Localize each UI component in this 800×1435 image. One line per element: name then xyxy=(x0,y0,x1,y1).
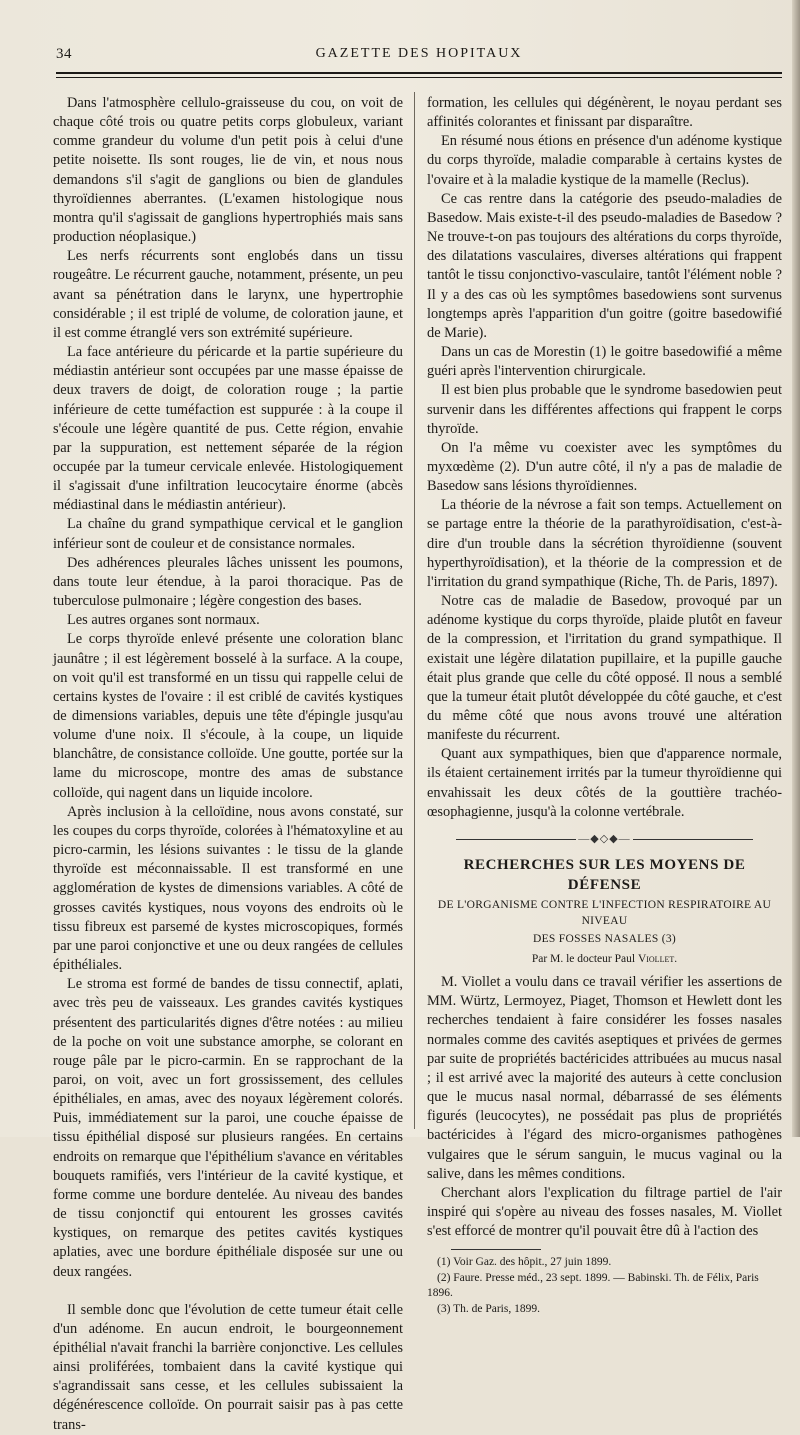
ornament-rule xyxy=(633,839,753,840)
right-paragraph: En résumé nous étions en présence d'un adénome kystique du corps thyroïde, maladie comparable à certains kystes de l'ovaire et à la maladie kystique de la mamelle (Reclus). xyxy=(427,133,782,188)
journal-title: GAZETTE DES HOPITAUX xyxy=(315,46,523,61)
left-paragraph: Les autres organes sont normaux. xyxy=(67,612,260,629)
right-paragraph: Quant aux sympathiques, bien que d'apparence normale, ils étaient certainement irrités par la tumeur thyroïdienne qui envahissait les deux côtés de la gouttière trachéo-œsophagienne, jusqu'à la colonne vertébrale. xyxy=(427,746,782,820)
section-paragraph: M. Viollet a voulu dans ce travail vérifier les assertions de MM. Würtz, Lermoyez, Piaget, Thomson et Hewlett dont les recherches tendaient à faire considérer les fosses nasales normales comme des cavités aseptiques et privées de germes par suite de propriétés bactéricides attribuées au mucus nasal ; il est arrivé avec la majorité des auteurs à cette conclusion que le mucus nasal normal, débarrassé de ses éléments figurés (leucocytes), ne possédait pas plus de propriétés bactéricides à l'égard des micro-organismes pathogènes vulgaires que le sérum sanguin, le mucus vaginal ou la salive, dans les mêmes conditions. xyxy=(427,974,782,1182)
right-paragraph: Notre cas de maladie de Basedow, provoqué par un adénome kystique du corps thyroïde, plaide plutôt en faveur de la compression, et l'irritation du grand sympathique. Il existait une légère dilatation pupillaire, et la pupille gauche était plus grande que celle du côté opposé. Il nous a semblé que la tumeur était plutôt développée du côté gauche, et c'est du même côté que nous avons trouvé une altération manifeste du récurrent. xyxy=(427,593,782,744)
footnote: (3) Th. de Paris, 1899. xyxy=(437,1302,540,1315)
header-rule xyxy=(56,72,782,78)
right-paragraph: formation, les cellules qui dégénèrent, le noyau perdant ses affinités colorantes et finissant par disparaître. xyxy=(427,95,782,131)
page-number: 34 xyxy=(56,46,72,62)
footnotes xyxy=(427,1255,782,1317)
left-paragraph: Les nerfs récurrents sont englobés dans un tissu rougeâtre. Le récurrent gauche, notamment, présente, un peu avant sa pénétration dans le larynx, une hypertrophie considérable ; il est triplé de volume, de coloration jaune, et il est comme étranglé vers son extrémité supérieure. xyxy=(53,248,403,341)
left-paragraph: La chaîne du grand sympathique cervical et le ganglion inférieur sont de couleur et de consistance normales. xyxy=(53,516,403,552)
ornament-rule xyxy=(456,839,576,840)
section-ornament xyxy=(427,830,782,849)
footnote-rule xyxy=(451,1249,541,1250)
left-paragraph: Le stroma est formé de bandes de tissu connectif, aplati, avec très peu de vaisseaux. Les grandes cavités kystiques présentent des particularités dignes d'être notées : au milieu de la poche on voit une substance amorphe, se colorant en rouge pâle par le picro-carmin. En se rapprochant de la paroi, on voit, avec un fort grossissement, des cellules épithéliales, en amas, avec des noyaux légèrement colorés. Puis, immédiatement sur la paroi, une couche épaisse de tissu épithélial disposé sur plusieurs rangées. En certains endroits on remarque que l'épithélium s'avance en véritables bouquets ramifiés, vers l'intérieur de la cavité kystique, et forme comme une bordure dentelée. Au niveau des bandes de tissu conjonctif qui entourent les grosses cavités kystiques, on remarque des petites cavités kystiques aplaties, avec une bordure épithéliale disposée sur une ou deux rangées. xyxy=(53,976,403,1280)
section-subtitle-line1: DE L'ORGANISME CONTRE L'INFECTION RESPIRATOIRE AU NIVEAU xyxy=(437,899,772,928)
right-paragraph: Ce cas rentre dans la catégorie des pseudo-maladies de Basedow. Mais existe-t-il des pseudo-maladies de Basedow ? Ne trouve-t-on pas toujours des altérations du corps thyroïde, des dilatations vasculaires, diverses altérations qui frappent tantôt le tissu conjonctivo-vasculaire, tantôt l'élément noble ? Il y a des cas où les symptômes basedowiens sont survenus longtemps après l'apparition d'un goitre (goitre basedowifié de Marie). xyxy=(427,190,782,341)
left-column xyxy=(53,94,403,1435)
page-header xyxy=(56,46,782,66)
left-paragraph: Des adhérences pleurales lâches unissent les poumons, dans toute leur étendue, à la paroi thoracique. Pas de tuberculose pulmonaire ; légère congestion des bases. xyxy=(53,554,403,610)
right-paragraph: Dans un cas de Morestin (1) le goitre basedowifié a même guéri après l'intervention chirurgicale. xyxy=(427,344,782,380)
right-paragraph: On l'a même vu coexister avec les symptômes du myxœdème (2). D'un autre côté, il n'y a pas de maladie de Basedow sans lésions thyroïdiennes. xyxy=(427,439,782,495)
ornament-glyph: —◆◇◆— xyxy=(578,832,631,845)
byline-author: Viollet. xyxy=(637,953,678,966)
left-paragraph: Dans l'atmosphère cellulo-graisseuse du cou, on voit de chaque côté trois ou quatre petits corps globuleux, variant comme grandeur du volume d'un petit pois à celui d'une petite noisette. Ils sont rouges, lie de vin, et nous nous demandons s'il s'agit de ganglions ou bien de glandules thyroïdiennes aberrantes. (L'examen histologique nous montra qu'il s'agissait de ganglions hypertrophiés mais sans production néoplasique.) xyxy=(53,95,403,246)
footnote: (1) Voir Gaz. des hôpit., 27 juin 1899. xyxy=(437,1256,612,1269)
page-binding-edge xyxy=(792,0,800,1137)
section-paragraph: Cherchant alors l'explication du filtrage partiel de l'air inspiré qui s'opère au niveau des fosses nasales, M. Viollet s'est efforcé de montrer qu'il pouvait être dû à l'action des xyxy=(427,1184,782,1240)
right-paragraph: La théorie de la névrose a fait son temps. Actuellement on se partage entre la théorie de la parathyroïdisation, c'est-à-dire d'un trouble dans la sécrétion thyroïdienne (souvent hyperthyroïdisation), et la théorie de la compression et de l'irritation du grand sympathique (Riche, Th. de Paris, 1897). xyxy=(427,497,782,590)
footnote: (2) Faure. Presse méd., 23 sept. 1899. — Babinski. Th. de Félix, Paris 1896. xyxy=(427,1271,759,1300)
left-paragraph: Après inclusion à la celloïdine, nous avons constaté, sur les coupes du corps thyroïde, colorées à l'hématoxyline et au picro-carmin, les lésions suivantes : le tissu de la glande thyroïde est méconnaissable. Il est transformé en une agglomération de kystes de dimensions variables. A côté de grosses cavités kystiques, nous voyons des endroits où le tissu fibreux est parsemé de kystes microscopiques, formés par une paroi conjonctive et une ou deux rangées de cellules épithéliales. xyxy=(53,803,403,974)
column-divider xyxy=(414,92,415,1129)
left-paragraph: Le corps thyroïde enlevé présente une coloration blanc jaunâtre ; il est légèrement bosselé à la surface. A la coupe, on voit qu'il est transformé en un tissu qui rappelle celui de certains kystes de l'ovaire : il est criblé de cavités kystiques de dimensions variables, depuis une tête d'épingle jusqu'au volume d'une noix. Il s'écoule, à la coupe, un liquide blanchâtre, de consistance colloïde. Une goutte, portée sur la lame du microscope, montre des amas de substance colloïde, qui nagent dans un liquide incolore. xyxy=(53,631,403,801)
byline-prefix: Par M. le docteur Paul xyxy=(531,953,638,966)
section-byline xyxy=(427,951,782,967)
left-paragraph: La face antérieure du péricarde et la partie supérieure du médiastin antérieur sont occupées par une masse épaisse de deux travers de doigt, de coloration rouge ; la partie inférieure de cette tuméfaction est suppurée : à la coupe il s'écoule une légère quantité de pus. Cette région, envahie par la suppuration, est nettement séparée de la région occupée par la tumeur cervicale enlevée. Histologiquement il s'agissait d'une infiltration leucocytaire énorme (abcès médiastinal dans le médiastin antérieur). xyxy=(53,344,403,514)
left-paragraph: Il semble donc que l'évolution de cette tumeur était celle d'un adénome. En aucun endroit, le bourgeonnement épithélial n'avait franchi la barrière conjonctive. Les cellules ainsi proliférées, tombaient dans la cavité kystique qui s'agrandissait sans cesse, et les cellules subissaient la dégénérescence colloïde. On pourrait saisir pas à pas cette trans- xyxy=(53,1301,403,1433)
section-title: RECHERCHES SUR LES MOYENS DE DÉFENSE xyxy=(463,857,746,894)
section-subtitle-line2: DES FOSSES NASALES (3) xyxy=(532,933,677,946)
right-paragraph: Il est bien plus probable que le syndrome basedowien peut survenir dans les différentes affections qui frappent le corps thyroïde. xyxy=(427,382,782,437)
right-column xyxy=(427,94,782,1317)
